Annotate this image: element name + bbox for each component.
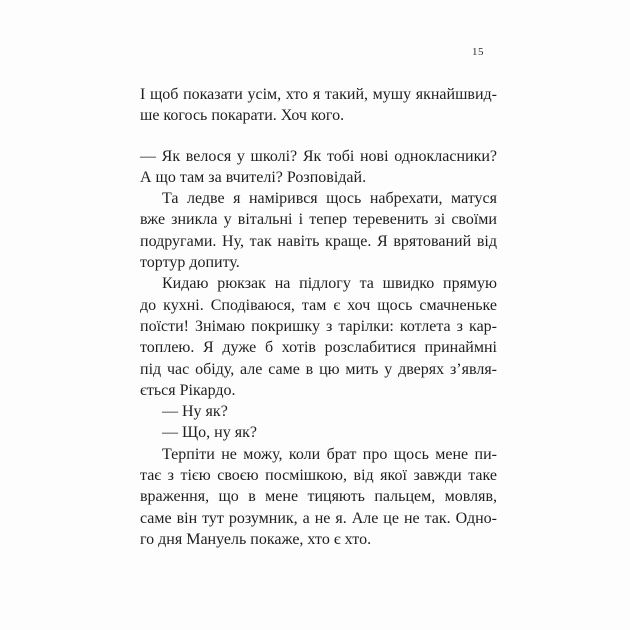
text-line: А що там за вчителі? Розповідай. <box>140 168 367 186</box>
text-line: враження, що в мене тицяють пальцем, мовляв, <box>140 488 497 506</box>
page-text <box>140 84 497 550</box>
text-line: під час обіду, але саме в цю мить у дверях з’явля- <box>140 360 497 378</box>
text-line: вже зникла у вітальні і тепер теревенить зі своїми <box>140 211 497 229</box>
text-line: саме він тут розумник, а не я. Але це не так. Одно- <box>140 509 497 527</box>
text-line: Терпіти не можу, коли брат про щось мене пи- <box>162 445 497 463</box>
text-line: ше когось покарати. Хоч кого. <box>140 107 345 125</box>
page-number: 15 <box>472 46 484 58</box>
text-line: топлею. Я дуже б хотів розслабитися принаймні <box>140 339 497 357</box>
text-line: до кухні. Сподіваюся, там є хоч щось смачненьке <box>140 296 497 314</box>
text-line: — Ну як? <box>162 403 228 421</box>
text-line: Кидаю рюкзак на підлогу та швидко прямую <box>162 275 497 293</box>
text-line: подругами. Ну, так навіть краще. Я врятований від <box>140 232 497 250</box>
text-line: І щоб показати усім, хто я такий, мушу якнайшвид- <box>140 86 497 103</box>
text-line: тає з тією своєю посмішкою, від якої завжди таке <box>140 467 497 485</box>
text-line: Та ледве я намірився щось набрехати, матуся <box>162 190 497 208</box>
text-line: ється Рікардо. <box>140 381 236 399</box>
text-line: — Як велося у школі? Як тобі нові однокласники? <box>140 147 497 165</box>
text-line: — Що, ну як? <box>162 424 257 442</box>
text-line: го дня Мануель покаже, хто є хто. <box>140 530 372 548</box>
text-line: тортур допиту. <box>140 254 240 272</box>
text-line: поїсти! Знімаю покришку з тарілки: котлета з кар- <box>140 317 497 335</box>
section-break <box>140 127 497 146</box>
